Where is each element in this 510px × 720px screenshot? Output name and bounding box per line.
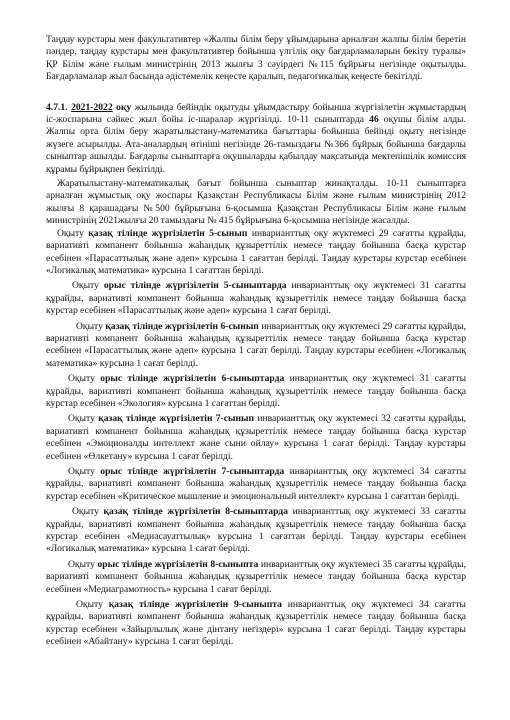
- section-number: 4.7.1.: [46, 101, 68, 113]
- grade-paragraph: Оқыту орыс тілінде жүргізілетін 8-сыныпта инварианттық оқу жүктемесі 35 сағатты құрайды, вариативті компанент бойынша жаһандық құзыреттілік немесе таңдау бойынша басқа курстар есебінен «Медиаграмотность» курсына 1 сағат берілді.: [46, 558, 467, 595]
- grade-paragraph: Оқыту қазақ тілінде жүргізілетін 8-сыныптарда инварианттық оқу жүктемесі 33 сағатты құрайды, вариативті компанент бойынша жаһандық құзыреттілік немесе таңдау бойынша басқа курстар есебінен «Медиасауаттылық» курсына 1 сағаттан берілді. Таңдау курстары есебінен «Логикалық математика» курсына 1 сағат берілді.: [46, 506, 467, 555]
- grade-paragraph: Оқыту қазақ тілінде жүргізілетін 7-сынып инварианттық оқу жүктемесі 32 сағатты құрайды, вариативті компанент бойынша жаһандық құзыреттілік немесе таңдау бойынша басқа курстар есебінен «Эмоционалды интеллект және сыни ойлау» курсына 1 сағат берілді. Таңдау курстары есебінен «Өлкетану» курсына 1 сағат берілді.: [46, 413, 467, 462]
- section-year: 2021-2022: [71, 101, 113, 113]
- section-count-word: оқушы: [378, 114, 412, 126]
- section-text: жылында бейіндік оқытуды ұйымдастыру бойынша жүргізілетін жұмыстардың іс-жоспарына сәйкес жыл бойы іс-шаралар жүргізілді. 10-11 сыныптарда: [46, 101, 467, 126]
- direction-paragraph: Жаратылыстану-математикалық бағыт бойынша сыныптар жинақталды. 10-11 сыныптарға арналған жұмыстық оқу жоспары Қазақстан Республикасы Білім және ғылым министрінің 2012 жылғы 8 қарашадағы №500 бұйрығына 6-қосымша Қазақстан Республикасы Білім және ғылым министрінің 2021жылғы 20 тамыздағы № 415 бұйрығына 6-қосымша негізінде жасалды.: [46, 178, 466, 227]
- grade-paragraph: Оқыту қазақ тілінде жүргізілетін 6-сынып инварианттық оқу жүктемесі 29 сағатты құрайды, вариативті компанент бойынша жаһандық құзыреттілік немесе таңдау бойынша басқа курстар есебінен «Парасаттылық және әдеп» курсына 1 сағат берілді. Таңдау курстары есебінен «Логикалық математика» курсына 1 сағат берілді.: [46, 320, 466, 369]
- grade-paragraph: Оқыту қазақ тілінде жүргізілетін 5-сынып инварианттық оқу жүктемесі 29 сағатты құрайды, вариативті компанент бойынша жаһандық құзыреттілік немесе таңдау бойынша басқа курстар есебінен «Парасаттылық және әдеп» курсына 1 сағаттан берілді. Таңдау курстары курстар есебінен «Логикалық математика» курсына 1 сағаттан берілді.: [46, 227, 467, 276]
- section-paragraph: [46, 102, 466, 176]
- section-text-2: білім алды. Жалпы орта білім беру жаратылыстану-математика бағыттары бойынша бейінді оқыту негізінде жүзеге асырылды. Ата-аналардың өтініші негізінде 26-тамыздағы №366 бұйрық бойынша бағдарлы сыныптар ашылды. Бағдарлы сыныптарға оқушыларды қабылдау мақсатында мектепішілік комиссия құрамы бұйрықпен бекітілді.: [46, 114, 466, 175]
- section-count: 46: [369, 114, 379, 126]
- section-year-word: оқу: [116, 101, 132, 113]
- grade-paragraph: Оқыту орыс тілінде жүргізілетін 6-сыныптарда инварианттық оқу жүктемесі 31 сағатты құрайды, вариативті компанент бойынша жаһандық құзыреттілік немесе таңдау бойынша басқа курстар есебінен «Экология» курсына 1 сағаттан берілді.: [46, 373, 467, 409]
- intro-paragraph: Таңдау курстары мен факультативтер «Жалпы білім беру ұйымдарына арналған жалпы білім беретін пәндер, таңдау курстары мен факультативтер бойынша үлгілік оқу бағдарламаларын бекіту туралы» ҚР Білім және ғылым министрінің 2013 жылғы 3 сәуірдегі №115 бұйрығы негізінде оқытылды. Бағдарламалар жыл басында әдістемелік кеңесте қаралып, педагогикалық кеңесте бекітілді.: [46, 34, 466, 83]
- grade-paragraph: Оқыту орыс тілінде жүргізілетін 7-сыныптарда инварианттық оқу жүктемесі 34 сағатты құрайды, вариативті компанент бойынша жаһандық құзыреттілік немесе таңдау бойынша басқа курстар есебінен «Критическое мышление и эмоциональный интеллект» курсына 1 сағаттан берілді.: [46, 466, 467, 502]
- grade-paragraph: Оқыту қазақ тілінде жүргізілетін 9-сыныпта инварианттық оқу жүктемесі 34 сағатты құрайды, вариативті компанент бойынша жаһандық құзыреттілік немесе таңдау бойынша басқа курстар есебінен «Зайырлылық және дінтану негіздері» курсына 1 сағат берілді. Таңдау курстары есебінен «Абайтану» курсына 1 сағат берілді.: [46, 599, 466, 648]
- grade-paragraph: Оқыту орыс тілінде жүргізілетін 5-сыныптарда инварианттық оқу жүктемесі 31 сағатты құрайды, вариативті компанент бойынша жаһандық құзыреттілік немесе таңдау бойынша басқа курстар есебінен «Парасаттылық және әдеп» курсына 1 сағат берілді.: [46, 280, 467, 317]
